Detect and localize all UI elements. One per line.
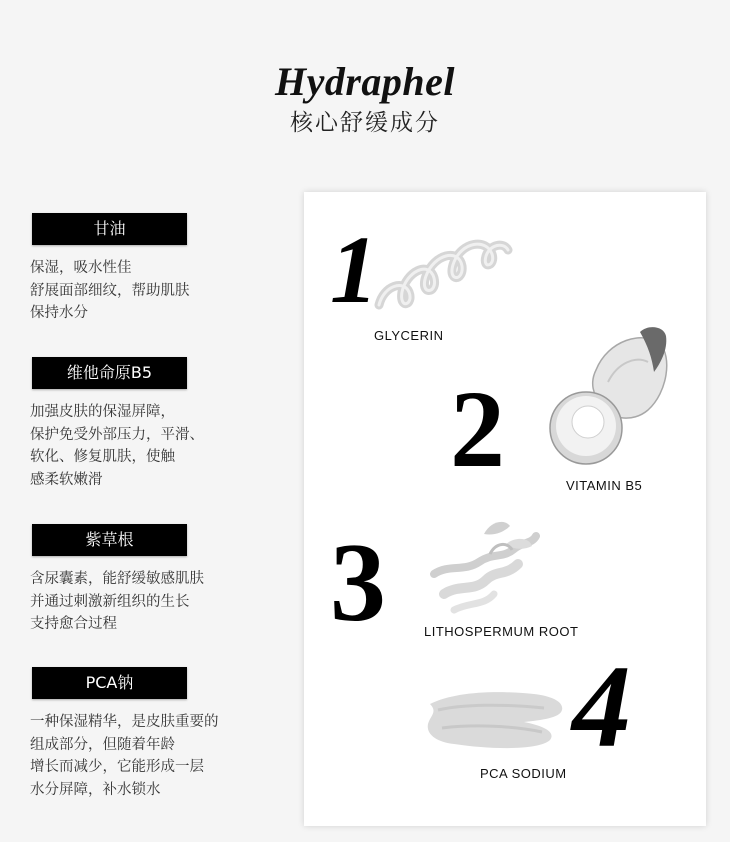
ingredient-label: 维他命原B5 bbox=[32, 357, 187, 389]
description-line: 保湿，吸水性佳 bbox=[30, 260, 132, 276]
description-line: 并通过刺激新组织的生长 bbox=[30, 593, 190, 610]
description-line: 保护免受外部压力，平滑、 bbox=[30, 426, 204, 443]
lithospermum-root-icon bbox=[424, 514, 539, 619]
ingredient-description bbox=[30, 711, 290, 801]
ingredient-description bbox=[30, 568, 290, 636]
ingredient-label: 甘油 bbox=[32, 213, 187, 245]
panel-caption: VITAMIN B5 bbox=[566, 478, 643, 493]
description-line: 支持愈合过程 bbox=[30, 616, 117, 632]
glycerin-swirl-icon bbox=[374, 230, 514, 320]
panel-caption: LITHOSPERMUM ROOT bbox=[424, 624, 579, 639]
ingredient-description bbox=[30, 257, 290, 325]
brand-title: Hydraphel bbox=[274, 59, 456, 104]
panel-caption: GLYCERIN bbox=[374, 328, 444, 343]
description-line: 软化、修复肌肤，使触 bbox=[30, 449, 175, 465]
panel-number: 3 bbox=[330, 521, 386, 645]
description-line: 保持水分 bbox=[30, 305, 88, 321]
ingredient-label: PCA钠 bbox=[32, 667, 187, 699]
pca-sodium-smear-icon bbox=[424, 684, 569, 754]
panel-number: 1 bbox=[330, 216, 378, 323]
ingredient-label: 紫草根 bbox=[32, 524, 187, 556]
description-line: 舒展面部细纹，帮助肌肤 bbox=[30, 282, 190, 299]
panel-number: 2 bbox=[450, 368, 505, 490]
section-subtitle: 核心舒缓成分 bbox=[290, 110, 440, 136]
description-line: 感柔软嫩滑 bbox=[30, 471, 103, 488]
description-line: 水分屏障，补水锁水 bbox=[30, 781, 161, 798]
description-line: 一种保湿精华，是皮肤重要的 bbox=[30, 714, 219, 730]
panel-number: 4 bbox=[572, 641, 631, 772]
vitamin-fruit-icon bbox=[548, 322, 673, 467]
description-line: 含尿囊素，能舒缓敏感肌肤 bbox=[30, 571, 204, 587]
ingredient-panel bbox=[304, 192, 706, 826]
ingredient-description bbox=[30, 401, 290, 491]
panel-caption: PCA SODIUM bbox=[480, 766, 567, 781]
description-line: 加强皮肤的保湿屏障， bbox=[30, 404, 175, 420]
description-line: 组成部分，但随着年龄 bbox=[30, 736, 175, 753]
description-line: 增长而减少，它能形成一层 bbox=[30, 759, 204, 775]
